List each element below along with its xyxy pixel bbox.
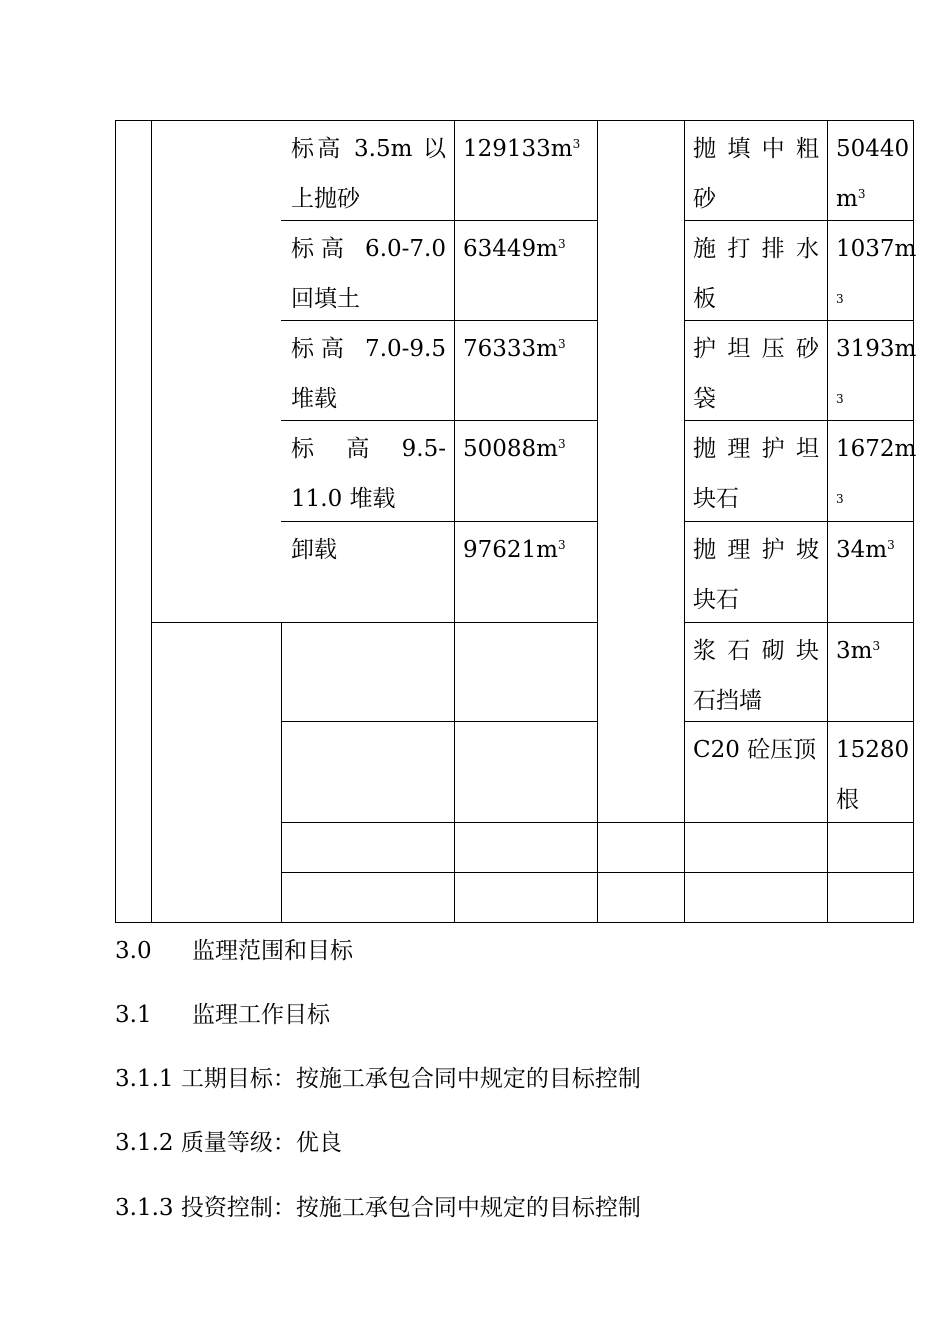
section-heading-3-0 (115, 936, 353, 966)
quantity-value: 34m (836, 537, 888, 563)
item-quantity (454, 424, 597, 474)
item-name-line2: 砂 (693, 186, 716, 212)
table-row (684, 525, 827, 625)
item-quantity (827, 626, 914, 676)
item-quantity (454, 324, 597, 374)
section-heading-3-1 (115, 1000, 330, 1030)
item-quantity (827, 224, 917, 324)
unit-superscript: 3 (836, 292, 844, 306)
quantity-value: 63449m (463, 236, 558, 262)
section-number: 3.1.1 (115, 1066, 174, 1092)
item-name-line2: 回填土 (291, 286, 360, 312)
item-name-line2: 板 (693, 286, 716, 312)
item-name-line2: 块石 (693, 486, 739, 512)
section-number: 3.0 (115, 938, 152, 964)
item-name-line1: 抛填中粗 (693, 136, 819, 162)
item-quantity (454, 224, 597, 274)
quantity-value: 1037m (836, 236, 917, 262)
unit-superscript: 3 (557, 437, 566, 451)
item-name-line1: 卸载 (291, 537, 337, 563)
item-name-line1: 标 高 9.5- (291, 436, 446, 462)
item-name-line2: 上抛砂 (291, 186, 360, 212)
section-item-3-1-2 (115, 1128, 342, 1158)
quantity-unit: m (836, 186, 858, 212)
quantity-value: 50440 (836, 136, 910, 162)
item-name-line1: 标高 6.0-7.0 (291, 236, 446, 262)
item-quantity (827, 725, 914, 825)
quantity-value: 97621m (463, 537, 558, 563)
item-name-line2: 块石 (693, 587, 739, 613)
table-row (684, 424, 827, 524)
item-quantity (827, 525, 914, 575)
section-number: 3.1.3 (115, 1195, 174, 1221)
section-item-3-1-1 (115, 1064, 641, 1094)
unit-superscript: 3 (857, 187, 866, 201)
section-number: 3.1 (115, 1002, 152, 1028)
table-row (684, 324, 827, 424)
quantities-table (115, 120, 917, 923)
unit-superscript: 3 (836, 392, 844, 406)
table-row (282, 124, 454, 224)
quantity-value: 3m (836, 638, 873, 664)
table-row (282, 525, 454, 575)
quantity-value: 129133m (463, 136, 573, 162)
quantity-unit: 根 (836, 787, 859, 813)
item-name-line1: 护坦压砂 (693, 336, 819, 362)
table-row (282, 224, 454, 324)
section-title: 监理工作目标 (192, 1002, 330, 1028)
table-row (282, 324, 454, 424)
quantity-value: 76333m (463, 336, 558, 362)
item-quantity (827, 124, 914, 224)
quantity-value: 1672m (836, 436, 917, 462)
item-name-line1: C20 砼压顶 (693, 737, 817, 763)
quantity-value: 15280 (836, 737, 910, 763)
item-name-line2: 石挡墙 (693, 688, 762, 714)
item-name-line1: 抛理护坦 (693, 436, 819, 462)
unit-superscript: 3 (572, 137, 581, 151)
quantity-value: 3193m (836, 336, 917, 362)
section-text: 工期目标：按施工承包合同中规定的目标控制 (180, 1066, 641, 1092)
section-text: 质量等级：优良 (180, 1130, 342, 1156)
table-row (684, 124, 827, 224)
section-text: 投资控制：按施工承包合同中规定的目标控制 (180, 1195, 641, 1221)
item-name-line2: 11.0 堆载 (291, 486, 396, 512)
table-row (684, 725, 827, 775)
unit-superscript: 3 (872, 639, 881, 653)
item-name-line1: 施打排水 (693, 236, 819, 262)
unit-superscript: 3 (557, 538, 566, 552)
item-name-line1: 抛理护坡 (693, 537, 819, 563)
unit-superscript: 3 (836, 492, 844, 506)
item-name-line2: 堆载 (291, 386, 337, 412)
section-item-3-1-3 (115, 1193, 641, 1223)
section-title: 监理范围和目标 (192, 938, 353, 964)
table-row (684, 626, 827, 726)
item-name-line2: 袋 (693, 386, 716, 412)
unit-superscript: 3 (557, 237, 566, 251)
unit-superscript: 3 (557, 337, 566, 351)
item-quantity (827, 424, 917, 524)
item-quantity (454, 124, 597, 174)
unit-superscript: 3 (887, 538, 895, 552)
item-quantity (454, 525, 597, 575)
table-row (282, 424, 454, 524)
item-name-line1: 浆石砌块 (693, 638, 819, 664)
item-quantity (827, 324, 917, 424)
item-name-line1: 标高 7.0-9.5 (291, 336, 446, 362)
table-row (684, 224, 827, 324)
item-name-line1: 标高 3.5m 以 (291, 136, 446, 162)
quantity-value: 50088m (463, 436, 558, 462)
section-number: 3.1.2 (115, 1130, 174, 1156)
